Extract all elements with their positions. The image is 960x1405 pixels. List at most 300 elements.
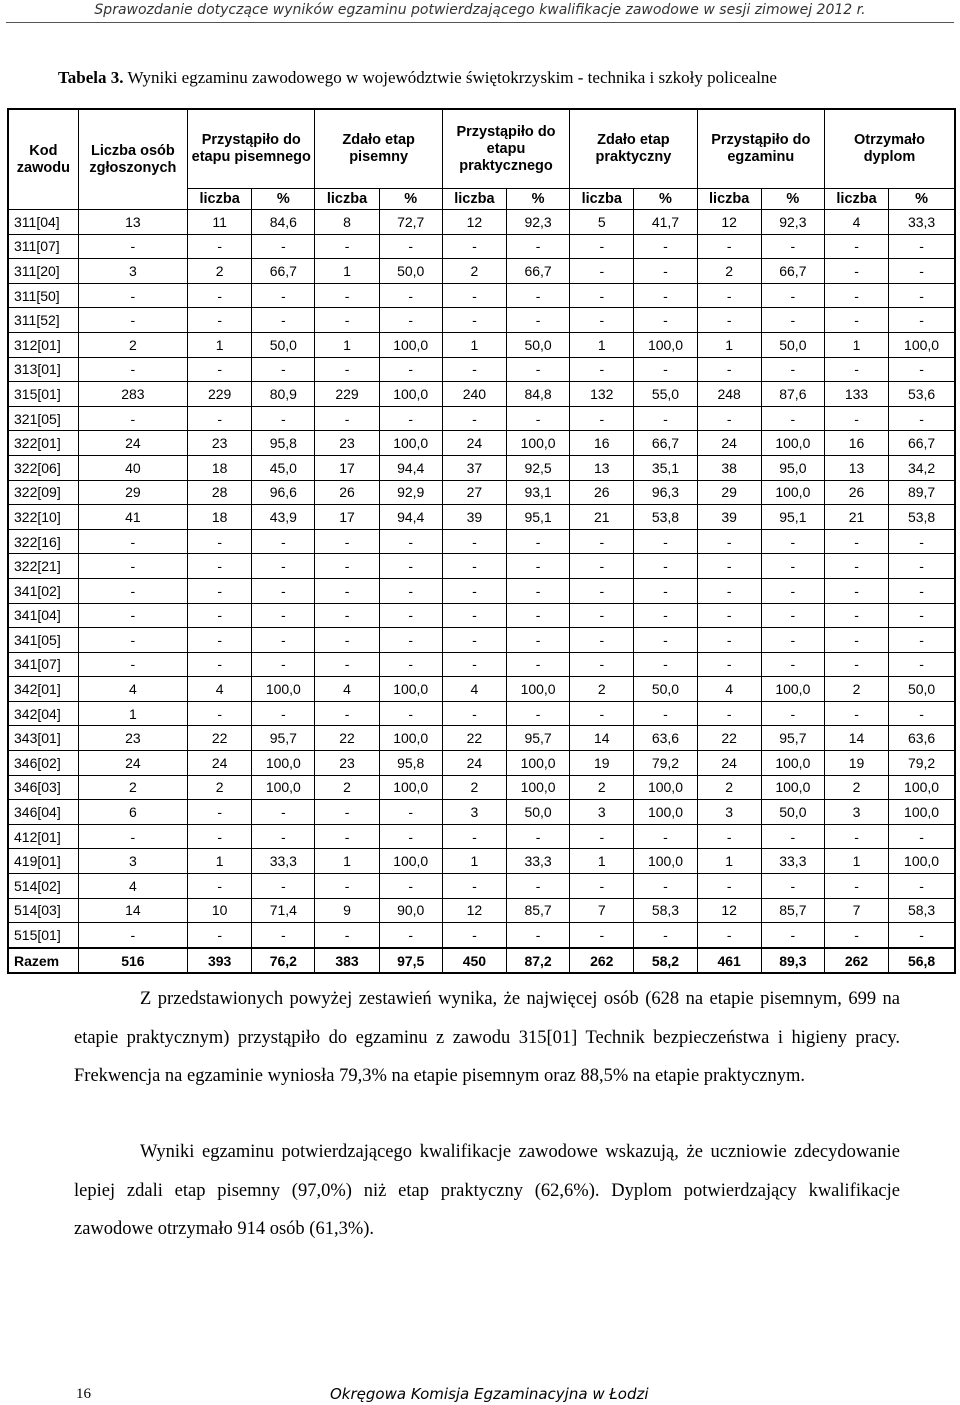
table-cell: - <box>78 603 187 628</box>
table-cell: - <box>697 406 761 431</box>
table-cell: 53,8 <box>634 505 697 530</box>
table-cell: - <box>507 283 570 308</box>
header-przystapilo-egzamin: Przystąpiło do egzaminu <box>697 109 824 189</box>
table-cell: 4 <box>315 677 379 702</box>
table-cell: - <box>634 628 697 653</box>
table-cell: 58,3 <box>889 898 955 923</box>
table-row <box>8 455 955 480</box>
table-cell: - <box>697 529 761 554</box>
table-cell: - <box>315 554 379 579</box>
table-caption-label: Tabela 3. <box>58 68 124 87</box>
table-cell: - <box>379 628 442 653</box>
table-cell: 1 <box>824 849 888 874</box>
table-cell: - <box>188 578 252 603</box>
table-cell: 14 <box>78 898 187 923</box>
table-cell: 4 <box>824 210 888 235</box>
table-cell: - <box>78 554 187 579</box>
table-cell: 100,0 <box>507 751 570 776</box>
table-cell: 66,7 <box>634 431 697 456</box>
header-przystapilo-pisemny: Przystąpiło do etapu pisemnego <box>188 109 315 189</box>
table-cell: 100,0 <box>379 431 442 456</box>
table-cell: - <box>379 554 442 579</box>
subheader-percent: % <box>252 189 315 210</box>
row-code-cell: 341[05] <box>8 628 78 653</box>
table-row <box>8 308 955 333</box>
table-row <box>8 628 955 653</box>
table-cell: - <box>824 701 888 726</box>
table-cell: - <box>889 628 955 653</box>
table-cell: - <box>570 701 634 726</box>
table-cell: 100,0 <box>379 726 442 751</box>
table-cell: - <box>188 308 252 333</box>
table-caption-text: Wyniki egzaminu zawodowego w województwie świętokrzyskim - technika i szkoły policealne <box>123 68 777 87</box>
header-zdalo-pisemny: Zdało etap pisemny <box>315 109 442 189</box>
table-cell: - <box>507 923 570 948</box>
table-cell: - <box>507 578 570 603</box>
table-cell: 95,8 <box>252 431 315 456</box>
table-cell: - <box>78 529 187 554</box>
table-cell: - <box>761 357 824 382</box>
table-cell: 1 <box>697 849 761 874</box>
table-cell: 1 <box>570 849 634 874</box>
table-cell: 90,0 <box>379 898 442 923</box>
table-cell: 53,6 <box>889 382 955 407</box>
row-code-cell: 311[07] <box>8 234 78 259</box>
table-cell: 2 <box>315 775 379 800</box>
table-cell: - <box>315 874 379 899</box>
table-cell: 7 <box>824 898 888 923</box>
total-cell: 58,2 <box>634 948 697 974</box>
table-cell: - <box>379 800 442 825</box>
table-cell: 63,6 <box>634 726 697 751</box>
table-cell: 3 <box>78 849 187 874</box>
table-cell: 2 <box>570 775 634 800</box>
table-cell: - <box>507 628 570 653</box>
table-cell: - <box>442 824 506 849</box>
table-row <box>8 677 955 702</box>
row-code-cell: 322[10] <box>8 505 78 530</box>
table-cell: - <box>889 701 955 726</box>
table-cell: - <box>78 652 187 677</box>
table-cell: 240 <box>442 382 506 407</box>
table-cell: 5 <box>570 210 634 235</box>
table-cell: - <box>252 628 315 653</box>
total-cell: 262 <box>824 948 888 974</box>
row-code-cell: 311[50] <box>8 283 78 308</box>
table-cell: 95,1 <box>761 505 824 530</box>
table-cell: - <box>761 652 824 677</box>
table-cell: - <box>697 578 761 603</box>
table-cell: - <box>761 529 824 554</box>
table-cell: 100,0 <box>252 677 315 702</box>
table-cell: 100,0 <box>379 382 442 407</box>
table-cell: 66,7 <box>761 259 824 284</box>
table-cell: - <box>634 603 697 628</box>
table-cell: 94,4 <box>379 505 442 530</box>
total-cell: 76,2 <box>252 948 315 974</box>
table-cell: 18 <box>188 455 252 480</box>
table-cell: 94,4 <box>379 455 442 480</box>
table-cell: 92,9 <box>379 480 442 505</box>
table-cell: 66,7 <box>889 431 955 456</box>
paragraph-1 <box>74 980 900 1096</box>
table-cell: 3 <box>78 259 187 284</box>
header-zdalo-praktyczny: Zdało etap praktyczny <box>570 109 697 189</box>
table-cell: 92,5 <box>507 455 570 480</box>
table-cell: 33,3 <box>761 849 824 874</box>
table-cell: - <box>761 554 824 579</box>
table-cell: 50,0 <box>252 332 315 357</box>
table-row <box>8 800 955 825</box>
table-cell: - <box>507 308 570 333</box>
table-cell: 1 <box>315 259 379 284</box>
table-cell: 41 <box>78 505 187 530</box>
subheader-percent: % <box>889 189 955 210</box>
table-cell: - <box>634 406 697 431</box>
table-cell: - <box>889 259 955 284</box>
total-cell: 383 <box>315 948 379 974</box>
table-cell: 283 <box>78 382 187 407</box>
table-cell: - <box>379 283 442 308</box>
subheader-liczba: liczba <box>188 189 252 210</box>
table-cell: 13 <box>78 210 187 235</box>
table-cell: - <box>761 628 824 653</box>
subheader-liczba: liczba <box>315 189 379 210</box>
table-cell: 28 <box>188 480 252 505</box>
table-cell: - <box>442 406 506 431</box>
table-cell: - <box>78 406 187 431</box>
table-cell: 35,1 <box>634 455 697 480</box>
footer-organization: Okręgowa Komisja Egzaminacyjna w Łodzi <box>330 1385 649 1403</box>
table-cell: - <box>315 923 379 948</box>
row-code-cell: 322[06] <box>8 455 78 480</box>
table-cell: 84,8 <box>507 382 570 407</box>
table-cell: 37 <box>442 455 506 480</box>
table-cell: - <box>761 824 824 849</box>
paragraph-1-text: Z przedstawionych powyżej zestawień wynika, że najwięcej osób (628 na etapie pisemnym, 699 na etapie praktycznym) przystąpiło do egzaminu z zawodu 315[01] Technik bezpieczeństwa i higieny pracy. Frekwencja na egzaminie wyniosła 79,3% na etapie pisemnym oraz 88,5% na etapie praktycznym. <box>74 989 900 1087</box>
table-caption <box>58 68 777 88</box>
subheader-percent: % <box>634 189 697 210</box>
table-cell: - <box>315 357 379 382</box>
table-cell: 132 <box>570 382 634 407</box>
table-cell: - <box>824 357 888 382</box>
table-cell: 100,0 <box>507 431 570 456</box>
table-row <box>8 480 955 505</box>
table-cell: - <box>634 923 697 948</box>
total-row <box>8 948 955 974</box>
table-cell: 4 <box>188 677 252 702</box>
table-cell: 2 <box>188 259 252 284</box>
table-cell: 100,0 <box>761 751 824 776</box>
table-cell: 7 <box>570 898 634 923</box>
table-cell: 4 <box>442 677 506 702</box>
table-cell: - <box>78 308 187 333</box>
table-cell: - <box>379 603 442 628</box>
table-cell: - <box>889 603 955 628</box>
table-cell: 95,8 <box>379 751 442 776</box>
table-cell: - <box>570 554 634 579</box>
table-cell: - <box>442 652 506 677</box>
table-row <box>8 283 955 308</box>
table-cell: - <box>379 578 442 603</box>
row-code-cell: 514[03] <box>8 898 78 923</box>
table-cell: 24 <box>442 431 506 456</box>
table-cell: 100,0 <box>379 332 442 357</box>
table-cell: - <box>570 824 634 849</box>
table-cell: - <box>442 234 506 259</box>
table-cell: 11 <box>188 210 252 235</box>
table-cell: 2 <box>570 677 634 702</box>
table-cell: - <box>442 529 506 554</box>
table-cell: - <box>315 603 379 628</box>
row-code-cell: 346[03] <box>8 775 78 800</box>
table-cell: 14 <box>824 726 888 751</box>
table-cell: - <box>78 923 187 948</box>
table-cell: - <box>761 603 824 628</box>
table-cell: - <box>889 406 955 431</box>
table-cell: 229 <box>188 382 252 407</box>
table-cell: 133 <box>824 382 888 407</box>
table-cell: - <box>697 603 761 628</box>
subheader-percent: % <box>379 189 442 210</box>
table-cell: - <box>570 283 634 308</box>
table-cell: - <box>634 308 697 333</box>
row-code-cell: 322[21] <box>8 554 78 579</box>
table-cell: 95,7 <box>507 726 570 751</box>
table-row <box>8 529 955 554</box>
table-cell: 58,3 <box>634 898 697 923</box>
table-cell: 29 <box>78 480 187 505</box>
table-cell: 43,9 <box>252 505 315 530</box>
table-cell: 100,0 <box>761 480 824 505</box>
table-cell: 89,7 <box>889 480 955 505</box>
table-cell: - <box>634 283 697 308</box>
table-cell: - <box>889 283 955 308</box>
table-cell: 38 <box>697 455 761 480</box>
table-cell: 50,0 <box>634 677 697 702</box>
table-cell: - <box>570 923 634 948</box>
table-cell: 100,0 <box>761 775 824 800</box>
table-cell: 100,0 <box>379 775 442 800</box>
header-przystapilo-praktyczny: Przystąpiło do etapu praktycznego <box>442 109 569 189</box>
table-cell: - <box>252 603 315 628</box>
table-cell: - <box>188 923 252 948</box>
table-cell: 50,0 <box>761 800 824 825</box>
table-cell: - <box>252 283 315 308</box>
table-cell: - <box>252 234 315 259</box>
table-cell: - <box>252 701 315 726</box>
table-cell: - <box>188 603 252 628</box>
total-cell: 461 <box>697 948 761 974</box>
table-cell: 33,3 <box>889 210 955 235</box>
table-cell: 22 <box>315 726 379 751</box>
table-row <box>8 603 955 628</box>
table-cell: - <box>315 406 379 431</box>
row-code-cell: 312[01] <box>8 332 78 357</box>
table-cell: - <box>824 554 888 579</box>
table-cell: - <box>507 603 570 628</box>
table-cell: - <box>824 628 888 653</box>
table-cell: 19 <box>824 751 888 776</box>
subheader-percent: % <box>507 189 570 210</box>
table-cell: 17 <box>315 505 379 530</box>
table-cell: - <box>188 283 252 308</box>
table-cell: - <box>507 824 570 849</box>
subheader-liczba: liczba <box>442 189 506 210</box>
table-cell: 18 <box>188 505 252 530</box>
table-cell: 100,0 <box>252 751 315 776</box>
table-cell: 1 <box>697 332 761 357</box>
total-cell: 393 <box>188 948 252 974</box>
table-cell: - <box>889 652 955 677</box>
row-code-cell: 342[01] <box>8 677 78 702</box>
table-cell: - <box>315 234 379 259</box>
table-cell: - <box>379 308 442 333</box>
row-code-cell: 322[09] <box>8 480 78 505</box>
table-cell: 229 <box>315 382 379 407</box>
table-cell: - <box>889 554 955 579</box>
total-cell: 262 <box>570 948 634 974</box>
table-cell: 23 <box>315 751 379 776</box>
table-cell: - <box>315 800 379 825</box>
total-cell: 450 <box>442 948 506 974</box>
header-divider <box>6 22 954 23</box>
table-cell: 100,0 <box>634 332 697 357</box>
table-cell: - <box>379 529 442 554</box>
table-cell: - <box>379 234 442 259</box>
table-cell: - <box>315 308 379 333</box>
table-cell: 12 <box>442 898 506 923</box>
table-cell: 2 <box>442 775 506 800</box>
table-cell: - <box>570 259 634 284</box>
table-cell: - <box>824 874 888 899</box>
table-cell: 16 <box>824 431 888 456</box>
table-row <box>8 234 955 259</box>
table-cell: 80,9 <box>252 382 315 407</box>
table-cell: - <box>697 308 761 333</box>
table-cell: 85,7 <box>507 898 570 923</box>
table-cell: - <box>379 701 442 726</box>
table-cell: - <box>570 874 634 899</box>
table-row <box>8 357 955 382</box>
row-code-cell: 515[01] <box>8 923 78 948</box>
table-cell: - <box>188 234 252 259</box>
table-row <box>8 898 955 923</box>
table-cell: - <box>315 283 379 308</box>
table-cell: - <box>315 578 379 603</box>
table-cell: - <box>379 406 442 431</box>
table-cell: - <box>570 628 634 653</box>
table-cell: 21 <box>824 505 888 530</box>
table-row <box>8 849 955 874</box>
table-cell: 85,7 <box>761 898 824 923</box>
total-cell: 87,2 <box>507 948 570 974</box>
table-cell: 100,0 <box>507 677 570 702</box>
table-cell: 92,3 <box>507 210 570 235</box>
table-row <box>8 874 955 899</box>
table-cell: 95,0 <box>761 455 824 480</box>
table-cell: 95,7 <box>761 726 824 751</box>
row-code-cell: 311[20] <box>8 259 78 284</box>
table-cell: - <box>889 923 955 948</box>
table-cell: - <box>315 652 379 677</box>
table-cell: 87,6 <box>761 382 824 407</box>
table-row <box>8 406 955 431</box>
table-cell: - <box>379 874 442 899</box>
table-cell: - <box>252 923 315 948</box>
table-cell: - <box>697 628 761 653</box>
table-cell: 248 <box>697 382 761 407</box>
table-cell: 50,0 <box>379 259 442 284</box>
row-code-cell: 341[07] <box>8 652 78 677</box>
table-cell: - <box>188 652 252 677</box>
table-cell: - <box>824 283 888 308</box>
total-label-cell: Razem <box>8 948 78 974</box>
header-liczba-osob: Liczba osób zgłoszonych <box>78 109 187 210</box>
table-cell: 12 <box>442 210 506 235</box>
table-cell: - <box>252 357 315 382</box>
table-cell: - <box>697 283 761 308</box>
table-cell: - <box>634 701 697 726</box>
table-cell: - <box>889 824 955 849</box>
subheader-liczba: liczba <box>824 189 888 210</box>
table-cell: 3 <box>442 800 506 825</box>
table-row <box>8 578 955 603</box>
table-cell: 100,0 <box>889 332 955 357</box>
row-code-cell: 311[04] <box>8 210 78 235</box>
table-cell: - <box>634 529 697 554</box>
table-cell: 27 <box>442 480 506 505</box>
table-cell: 24 <box>188 751 252 776</box>
row-code-cell: 341[02] <box>8 578 78 603</box>
table-cell: - <box>507 357 570 382</box>
table-cell: 22 <box>442 726 506 751</box>
table-row <box>8 431 955 456</box>
table-cell: 1 <box>188 332 252 357</box>
table-cell: 71,4 <box>252 898 315 923</box>
table-row <box>8 259 955 284</box>
table-cell: 100,0 <box>252 775 315 800</box>
table-cell: 26 <box>824 480 888 505</box>
table-cell: 3 <box>697 800 761 825</box>
table-cell: 53,8 <box>889 505 955 530</box>
table-cell: - <box>442 874 506 899</box>
table-cell: - <box>78 824 187 849</box>
row-code-cell: 419[01] <box>8 849 78 874</box>
table-cell: 100,0 <box>889 800 955 825</box>
table-cell: - <box>697 652 761 677</box>
table-cell: 22 <box>697 726 761 751</box>
subheader-liczba: liczba <box>697 189 761 210</box>
row-code-cell: 313[01] <box>8 357 78 382</box>
table-cell: - <box>824 923 888 948</box>
table-body <box>8 210 955 948</box>
table-cell: - <box>824 529 888 554</box>
table-cell: - <box>889 578 955 603</box>
total-cell: 89,3 <box>761 948 824 974</box>
table-cell: - <box>252 578 315 603</box>
table-cell: - <box>824 652 888 677</box>
header-kod-zawodu: Kod zawodu <box>8 109 78 210</box>
table-cell: - <box>315 701 379 726</box>
table-cell: - <box>634 259 697 284</box>
table-cell: 66,7 <box>507 259 570 284</box>
subheader-percent: % <box>761 189 824 210</box>
table-cell: 33,3 <box>507 849 570 874</box>
table-cell: - <box>634 554 697 579</box>
row-code-cell: 342[04] <box>8 701 78 726</box>
table-cell: 93,1 <box>507 480 570 505</box>
